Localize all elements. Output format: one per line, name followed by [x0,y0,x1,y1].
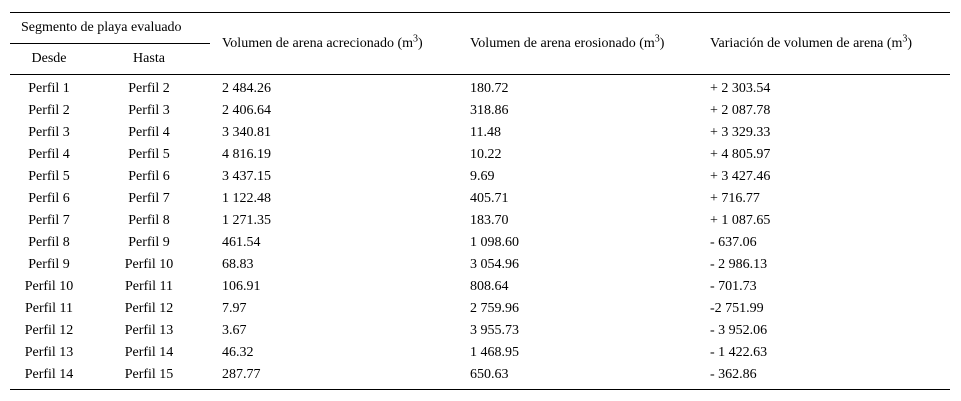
cell-variation: - 2 986.13 [710,257,768,272]
cell-variation: + 3 427.46 [710,169,771,184]
cell-to: Perfil 15 [88,364,210,390]
cell-from: Perfil 9 [28,257,70,272]
cell-accreted: 1 122.48 [222,191,271,206]
cell-to: Perfil 11 [124,279,174,294]
cell-eroded: 808.64 [470,279,509,294]
table-row [10,342,950,364]
table-body [10,75,950,390]
table-row [10,210,950,232]
cell-accreted: 3 340.81 [222,125,271,140]
cell-eroded: 650.63 [458,364,698,390]
table-row [10,166,950,188]
table-row [10,122,950,144]
table-container [10,12,950,390]
col-header-variation: Variación de volumen de arena $(m^3)$ [698,13,950,75]
cell-eroded: 3 955.73 [470,323,519,338]
cell-accreted: 1 271.35 [222,213,271,228]
cell-accreted: 3.67 [222,323,247,338]
cell-eroded: 1 098.60 [470,235,519,250]
table-row [10,75,950,101]
cell-from: Perfil 11 [24,301,74,316]
cell-from: Perfil 5 [28,169,70,184]
table-row [10,364,950,390]
cell-from: Perfil 12 [24,323,74,338]
cell-variation: - 362.86 [698,364,950,390]
table-row [10,320,950,342]
cell-variation: + 716.77 [710,191,760,206]
col-header-eroded: Volumen de arena erosionado $(m^3)$ [458,13,698,75]
cell-variation: - 1 422.63 [710,345,768,360]
cell-from: Perfil 10 [24,279,74,294]
cell-eroded: 318.86 [470,103,509,118]
cell-accreted: 46.32 [222,345,254,360]
beach-volume-table [10,12,950,390]
cell-to: Perfil 2 [128,81,170,96]
table-row [10,254,950,276]
cell-accreted: 68.83 [222,257,254,272]
cell-to: Perfil 7 [128,191,170,206]
cell-to: Perfil 3 [128,103,170,118]
cell-accreted: 461.54 [222,235,261,250]
cell-variation: - 701.73 [710,279,757,294]
cell-eroded: 183.70 [470,213,509,228]
table-row [10,298,950,320]
cell-to: Perfil 5 [128,147,170,162]
cell-from: Perfil 7 [28,213,70,228]
cell-from: Perfil 2 [28,103,70,118]
cell-eroded: 1 468.95 [470,345,519,360]
cell-variation: + 2 087.78 [710,103,771,118]
cell-accreted: 106.91 [222,279,261,294]
cell-from: Perfil 6 [28,191,70,206]
cell-accreted: 4 816.19 [222,147,271,162]
cell-from: Perfil 3 [28,125,70,140]
cell-eroded: 405.71 [470,191,509,206]
cell-accreted: 3 437.15 [222,169,271,184]
table-row [10,144,950,166]
cell-to: Perfil 9 [128,235,170,250]
table-row [10,188,950,210]
cell-eroded: 3 054.96 [470,257,519,272]
cell-eroded: 2 759.96 [470,301,519,316]
cell-variation: - 3 952.06 [710,323,768,338]
cell-variation: -2 751.99 [710,301,764,316]
cell-to: Perfil 14 [124,345,174,360]
cell-accreted: 7.97 [222,301,247,316]
cell-from: Perfil 1 [28,81,70,96]
cell-variation: + 4 805.97 [710,147,771,162]
group-header: Segmento de playa evaluado [10,13,210,44]
cell-accreted: 287.77 [210,364,458,390]
cell-accreted: 2 406.64 [222,103,271,118]
cell-to: Perfil 10 [124,257,174,272]
table-row [10,100,950,122]
table-row [10,232,950,254]
cell-eroded: 180.72 [470,81,509,96]
cell-variation: - 637.06 [710,235,757,250]
cell-eroded: 11.48 [470,125,501,140]
sub-header-to: Hasta [88,44,210,75]
col-header-accreted: Volumen de arena acrecionado $(m^3)$ [210,13,458,75]
cell-accreted: 2 484.26 [222,81,271,96]
cell-variation: + 2 303.54 [710,81,771,96]
cell-from: Perfil 8 [28,235,70,250]
cell-to: Perfil 6 [128,169,170,184]
cell-to: Perfil 12 [124,301,174,316]
cell-to: Perfil 13 [124,323,174,338]
table-row [10,276,950,298]
table-header [10,13,950,75]
cell-from: Perfil 13 [24,345,74,360]
sub-header-from: Desde [10,44,88,75]
cell-to: Perfil 8 [128,213,170,228]
cell-to: Perfil 4 [128,125,170,140]
cell-variation: + 3 329.33 [710,125,771,140]
cell-variation: + 1 087.65 [710,213,771,228]
cell-from: Perfil 4 [28,147,70,162]
cell-from: Perfil 14 [10,364,88,390]
cell-eroded: 10.22 [470,147,502,162]
cell-eroded: 9.69 [470,169,495,184]
